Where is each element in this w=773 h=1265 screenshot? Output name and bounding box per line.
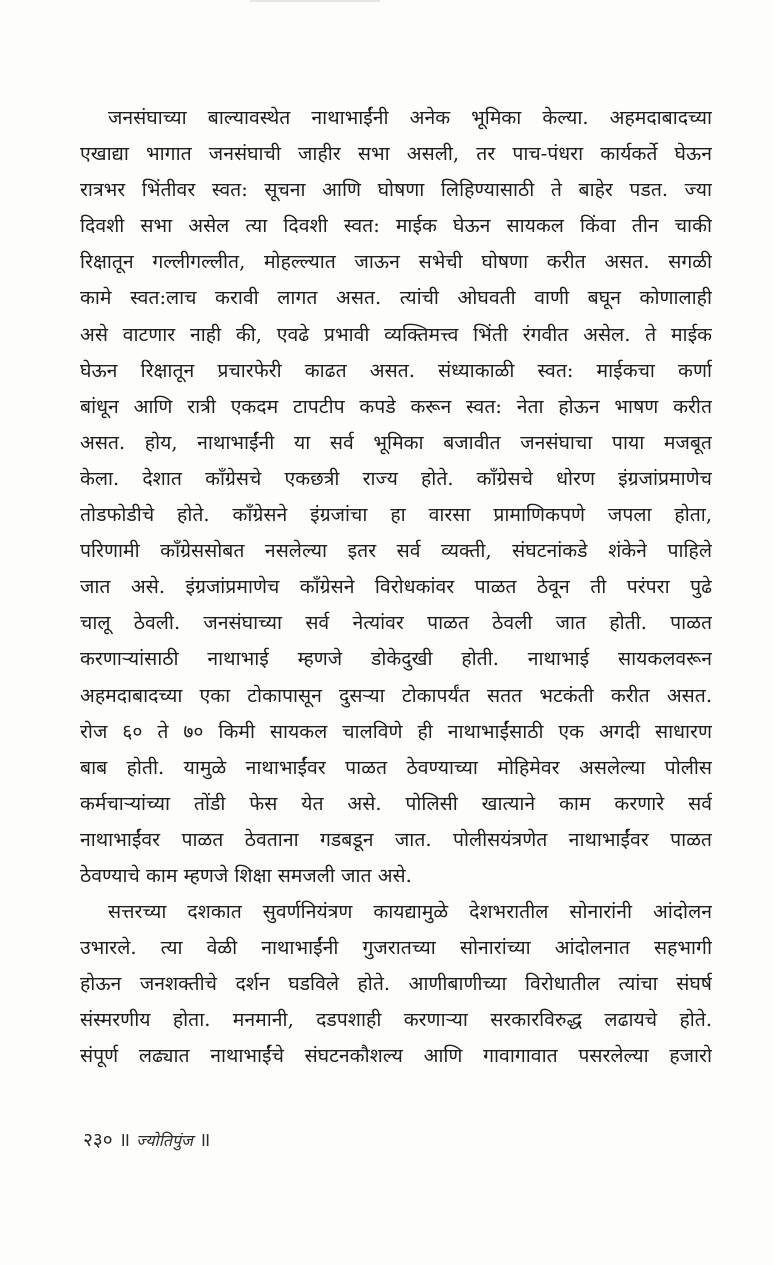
page-number: २३० xyxy=(83,1129,113,1151)
text-line: असत. होय, नाथाभाईंनी या सर्व भूमिका बजावीत जनसंघाचा पाया मजबूत xyxy=(80,430,712,454)
body-text xyxy=(80,100,712,1075)
text-line: अहमदाबादच्या एका टोकापासून दुसऱ्या टोकापर्यंत सतत भटकंती करीत असत. xyxy=(80,683,712,707)
text-line: सत्तरच्या दशकात सुवर्णनियंत्रण कायद्यामुळे देशभरातील सोनारांनी आंदोलन xyxy=(108,900,712,924)
text-line: घेऊन रिक्षातून प्रचारफेरी काढत असत. संध्याकाळी स्वत: माईकचा कर्णा xyxy=(80,358,712,382)
text-line: संस्मरणीय होता. मनमानी, दडपशाही करणाऱ्या सरकारविरुद्ध लढायचे होते. xyxy=(80,1008,712,1032)
text-line: उभारले. त्या वेळी नाथाभाईंनी गुजरातच्या सोनारांच्या आंदोलनात सहभागी xyxy=(80,936,712,960)
text-line: रोज ६० ते ७० किमी सायकल चालविणे ही नाथाभाईंसाठी एक अगदी साधारण xyxy=(80,719,712,743)
text-line: ठेवण्याचे काम म्हणजे शिक्षा समजली जात असे. xyxy=(80,863,412,887)
paragraph-2 xyxy=(80,894,712,1074)
text-line: रिक्षातून गल्लीगल्लीत, मोहल्ल्यात जाऊन सभेची घोषणा करीत असत. सगळी xyxy=(80,250,712,274)
text-line: करणाऱ्यांसाठी नाथाभाई म्हणजे डोकेदुखी होती. नाथाभाई सायकलवरून xyxy=(80,647,712,671)
text-line: बांधून आणि रात्री एकदम टापटीप कपडे करून स्वत: नेता होऊन भाषण करीत xyxy=(80,394,712,418)
text-line: जनसंघाच्या बाल्यावस्थेत नाथाभाईंनी अनेक भूमिका केल्या. अहमदाबादच्या xyxy=(108,106,712,129)
text-line: कर्मचाऱ्यांच्या तोंडी फेस येत असे. पोलिसी खात्याने काम करणारे सर्व xyxy=(80,791,712,815)
text-line: जात असे. इंग्रजांप्रमाणेच काँग्रेसने विरोधकांवर पाळत ठेवून ती परंपरा पुढे xyxy=(80,575,712,599)
text-line: होऊन जनशक्तीचे दर्शन घडविले होते. आणीबाणीच्या विरोधातील त्यांचा संघर्ष xyxy=(80,972,712,996)
text-line: परिणामी काँग्रेससोबत नसलेल्या इतर सर्व व्यक्ती, संघटनांकडे शंकेने पाहिले xyxy=(80,539,712,563)
paragraph-1 xyxy=(80,100,712,894)
page-top-edge xyxy=(250,0,380,2)
folio-separator-left: ॥ xyxy=(118,1129,131,1151)
text-line: तोडफोडीचे होते. काँग्रेसने इंग्रजांचा हा वारसा प्रामाणिकपणे जपला होता, xyxy=(80,503,712,527)
text-line: रात्रभर भिंतीवर स्वत: सूचना आणि घोषणा लिहिण्यासाठी ते बाहेर पडत. ज्या xyxy=(80,178,712,202)
text-line: बाब होती. यामुळे नाथाभाईंवर पाळत ठेवण्याच्या मोहिमेवर असलेल्या पोलीस xyxy=(80,755,712,779)
text-line: असे वाटणार नाही की, एवढे प्रभावी व्यक्तिमत्त्व भिंती रंगवीत असेल. ते माईक xyxy=(80,322,712,346)
text-line: एखाद्या भागात जनसंघाची जाहीर सभा असली, तर पाच-पंधरा कार्यकर्ते घेऊन xyxy=(80,142,712,166)
text-line: संपूर्ण लढ्यात नाथाभाईंचे संघटनकौशल्य आणि गावागावात पसरलेल्या हजारो xyxy=(80,1044,712,1068)
text-line: चालू ठेवली. जनसंघाच्या सर्व नेत्यांवर पाळत ठेवली जात होती. पाळत xyxy=(80,611,712,635)
text-line: केला. देशात काँग्रेसचे एकछत्री राज्य होते. काँग्रेसचे धोरण इंग्रजांप्रमाणेच xyxy=(80,466,712,490)
text-line: दिवशी सभा असेल त्या दिवशी स्वत: माईक घेऊन सायकल किंवा तीन चाकी xyxy=(80,214,712,238)
page-footer xyxy=(83,1127,210,1154)
text-line: नाथाभाईंवर पाळत ठेवताना गडबडून जात. पोलीसयंत्रणेत नाथाभाईंवर पाळत xyxy=(80,827,712,851)
running-title: ज्योतिपुंज xyxy=(136,1131,193,1150)
folio-separator-right: ॥ xyxy=(198,1129,211,1151)
text-line: कामे स्वत:लाच करावी लागत असत. त्यांची ओघवती वाणी बघून कोणालाही xyxy=(80,286,712,310)
